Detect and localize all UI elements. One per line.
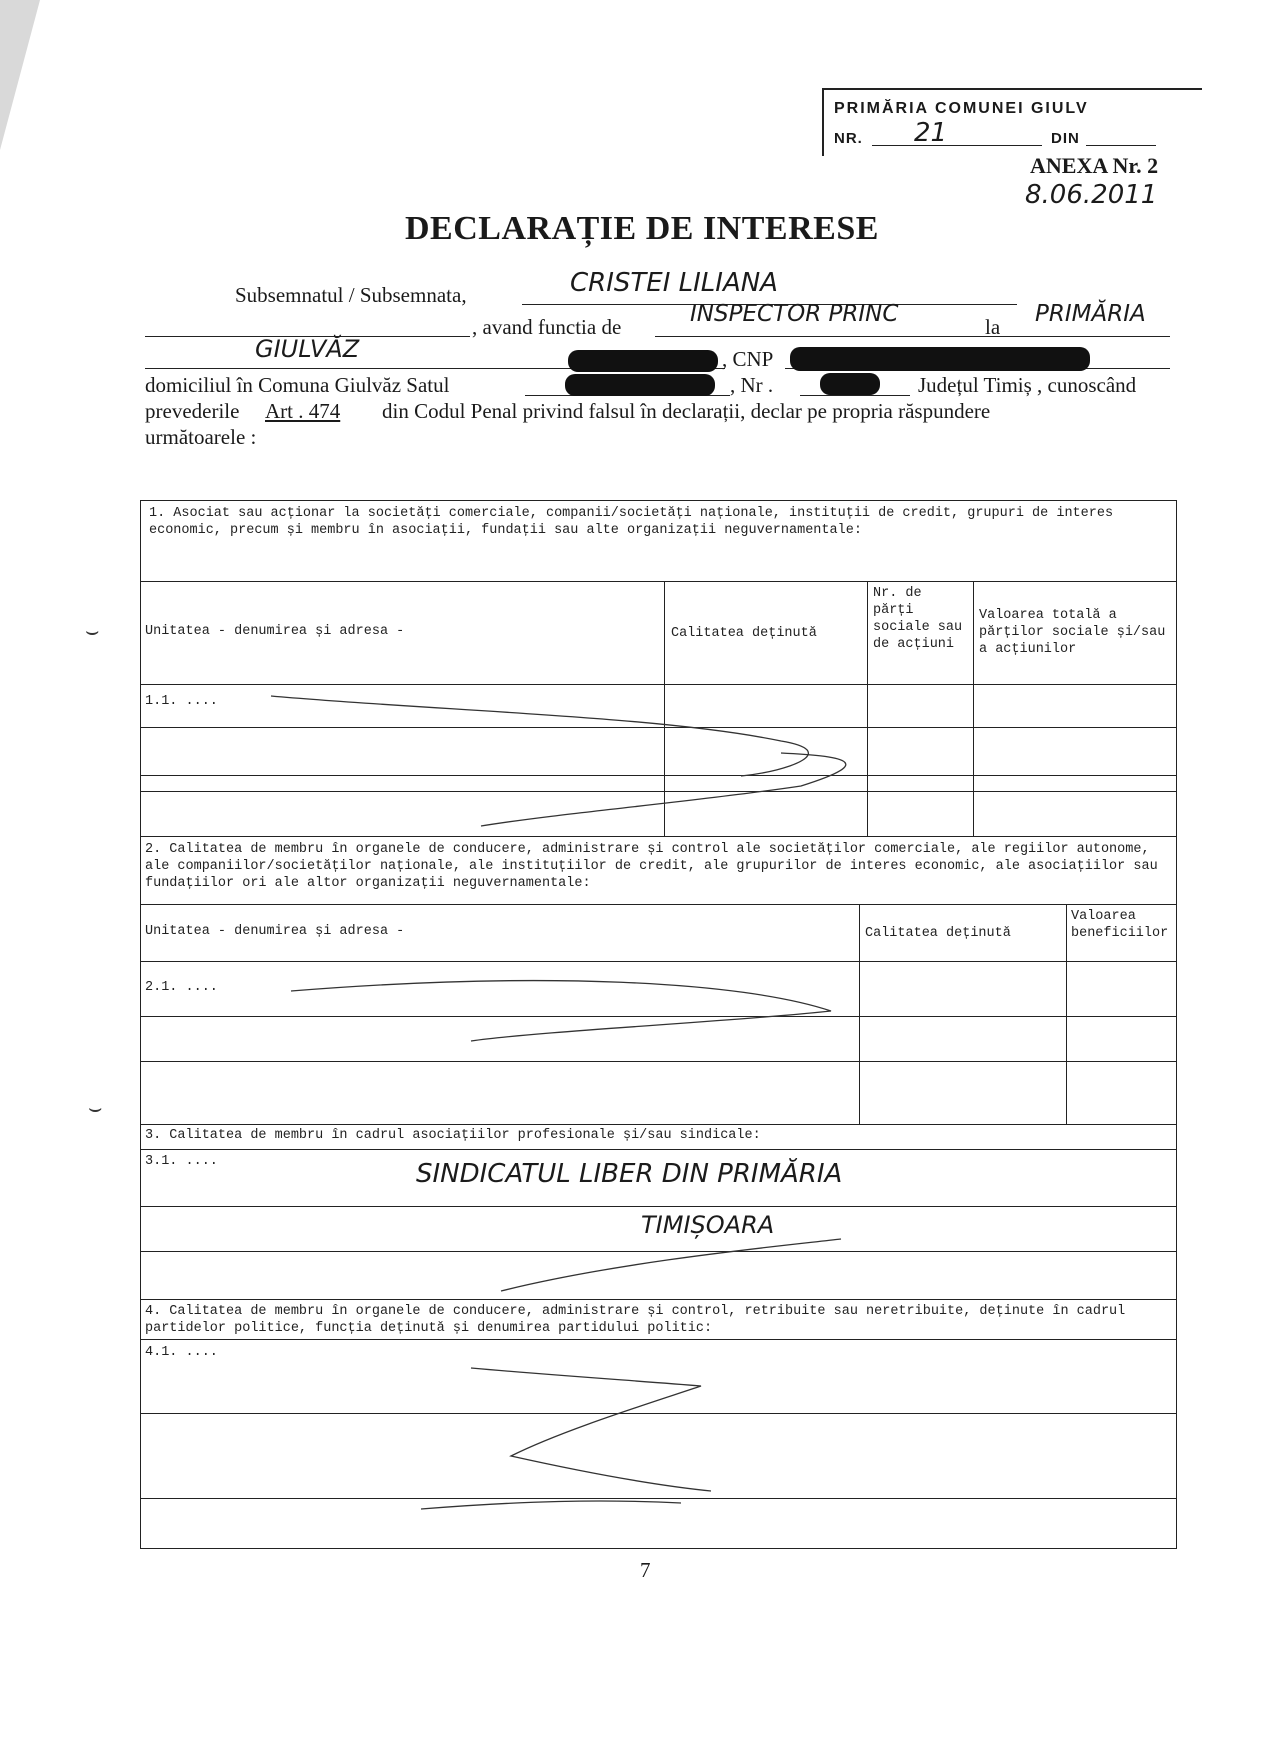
function-label: , avand functia de (472, 315, 622, 339)
stamp-nr-label: NR. (834, 130, 863, 147)
provisions-label: prevederile (145, 399, 240, 423)
page-corner-fold (0, 0, 40, 150)
article-ref: Art . 474 (265, 399, 341, 423)
section-1-col-value: Valoarea totală a părților sociale și/sau a acțiunilor (979, 608, 1166, 657)
village-redaction (565, 374, 715, 396)
section-1-row-1: 1.1. .... (145, 694, 218, 709)
strike-through-marks (141, 501, 1176, 1548)
redaction-mark (568, 350, 718, 372)
section-2-row-1: 2.1. .... (145, 980, 218, 995)
registration-stamp (822, 88, 1202, 156)
cnp-redaction (790, 347, 1090, 371)
declaration-form (140, 500, 1177, 1549)
stamp-institution: PRIMĂRIA COMUNEI GIULV (834, 100, 1089, 117)
section-3-handwritten-1[interactable]: SINDICATUL LIBER DIN PRIMĂRIA (416, 1159, 843, 1189)
page-title: DECLARAȚIE DE INTERESE (405, 210, 879, 247)
stamp-date: 8.06.2011 (1025, 180, 1158, 210)
nr-line (800, 395, 910, 396)
margin-mark: ⌣ (85, 618, 100, 643)
margin-mark: ⌣ (88, 1095, 103, 1120)
section-1-col-unit: Unitatea - denumirea și adresa - (145, 624, 405, 639)
section-1-col-quality: Calitatea deținută (671, 626, 817, 641)
section-4-row-1: 4.1. .... (145, 1345, 218, 1360)
nr-label: , Nr . (730, 373, 774, 397)
institution-field-2[interactable]: GIULVĂZ (255, 335, 360, 363)
page-number: 7 (640, 1558, 651, 1582)
section-2-heading: 2. Calitatea de membru în organele de conducere, administrare și control ale societăților comerciale, ale regiilor autonome, ale companiilor/societăților naționale, ale instituțiilor de credit, ale grupurilor de interes economic, ale asociațiilor sau fundațiilor ori ale altor organizații neguvernamentale: (145, 842, 1158, 891)
section-2-col-benefits: Valoarea beneficiilor (1071, 909, 1169, 941)
county-label: Județul Timiș , cunoscând (918, 373, 1137, 397)
cnp-label: , CNP (722, 347, 774, 371)
section-4-heading: 4. Calitatea de membru în organele de conducere, administrare și control, retribuite sau neretribuite, deținute în cadrul partidelor politice, funcția deținută și denumirea partidului politic: (145, 1304, 1126, 1336)
institution-field[interactable]: PRIMĂRIA (1035, 301, 1146, 327)
stamp-nr-line (872, 145, 1042, 146)
annex-number: ANEXA Nr. 2 (1030, 153, 1159, 178)
section-1-col-shares: Nr. de părți sociale sau de acțiuni (873, 586, 963, 652)
section-2-col-quality: Calitatea deținută (865, 926, 1011, 941)
function-field[interactable]: INSPECTOR PRINC (690, 301, 899, 327)
section-2-col-unit: Unitatea - denumirea și adresa - (145, 924, 405, 939)
domicile-label: domiciliul în Comuna Giulvăz Satul (145, 373, 450, 397)
nr-redaction (820, 373, 880, 395)
stamp-din-label: DIN (1051, 130, 1080, 147)
function-line (655, 336, 1010, 337)
name-field[interactable]: CRISTEI LILIANA (570, 268, 778, 298)
provisions-text: din Codul Penal privind falsul în declarații, declar pe propria răspundere (382, 399, 991, 423)
stamp-nr-value: 21 (914, 118, 948, 148)
la-label: la (985, 315, 1001, 339)
following-label: următoarele : (145, 425, 257, 449)
section-3-handwritten-2[interactable]: TIMIȘOARA (641, 1211, 775, 1239)
section-1-heading: 1. Asociat sau acționar la societăți comerciale, companii/societăți naționale, instituții de credit, grupuri de interes economic, precum și membru în asociații, fundații sau alte organizații neguvernamentale: (149, 506, 1114, 538)
institution-line (1010, 336, 1170, 337)
subsemnatul-label: Subsemnatul / Subsemnata, (235, 283, 467, 307)
stamp-din-line (1086, 145, 1156, 146)
section-3-heading: 3. Calitatea de membru în cadrul asociațiilor profesionale și/sau sindicale: (145, 1128, 761, 1143)
section-3-row-1: 3.1. .... (145, 1154, 218, 1169)
